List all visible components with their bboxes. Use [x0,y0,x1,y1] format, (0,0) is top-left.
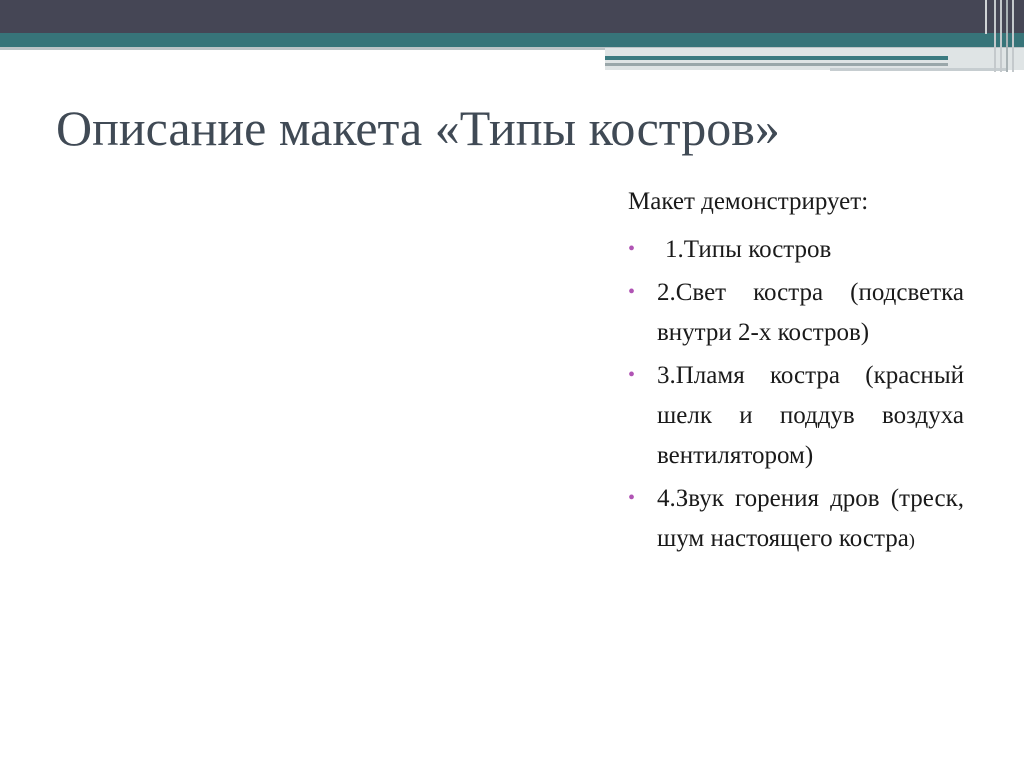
bullet-icon: • [628,281,636,303]
banner-right-short-strip [830,68,1006,71]
header-decorative-banner [0,0,1024,80]
list-item [628,230,964,270]
banner-vertical-line [1000,0,1002,72]
banner-vertical-line [1006,0,1008,72]
list-item [628,479,964,560]
bullet-list [628,230,964,560]
bullet-icon: • [628,238,636,260]
banner-dark-band [0,0,1024,33]
banner-right-gray-strip [605,63,948,66]
slide-body [628,186,964,563]
banner-vertical-line [1012,0,1014,72]
bullet-icon: • [628,364,636,386]
body-intro: Макет демонстрирует: [628,188,869,215]
list-item-text: 4.Звук горения дров (треск, шум настоящего костра [657,485,964,552]
bullet-icon: • [628,487,636,509]
list-item [628,273,964,353]
slide-title: Описание макета «Типы костров» [56,100,780,156]
list-item [628,356,964,476]
banner-vertical-line [994,0,996,72]
list-item-text: 2.Свет костра (подсветка внутри 2-х костров) [657,279,964,346]
banner-teal-band [0,33,1024,47]
banner-vertical-line [985,0,987,34]
list-item-text: 1.Типы костров [665,236,832,263]
list-item-suffix: ) [908,530,915,550]
list-item-text: 3.Пламя костра (красный шелк и поддув воздуха вентилятором) [657,362,964,469]
banner-right-teal-strip [605,56,948,60]
